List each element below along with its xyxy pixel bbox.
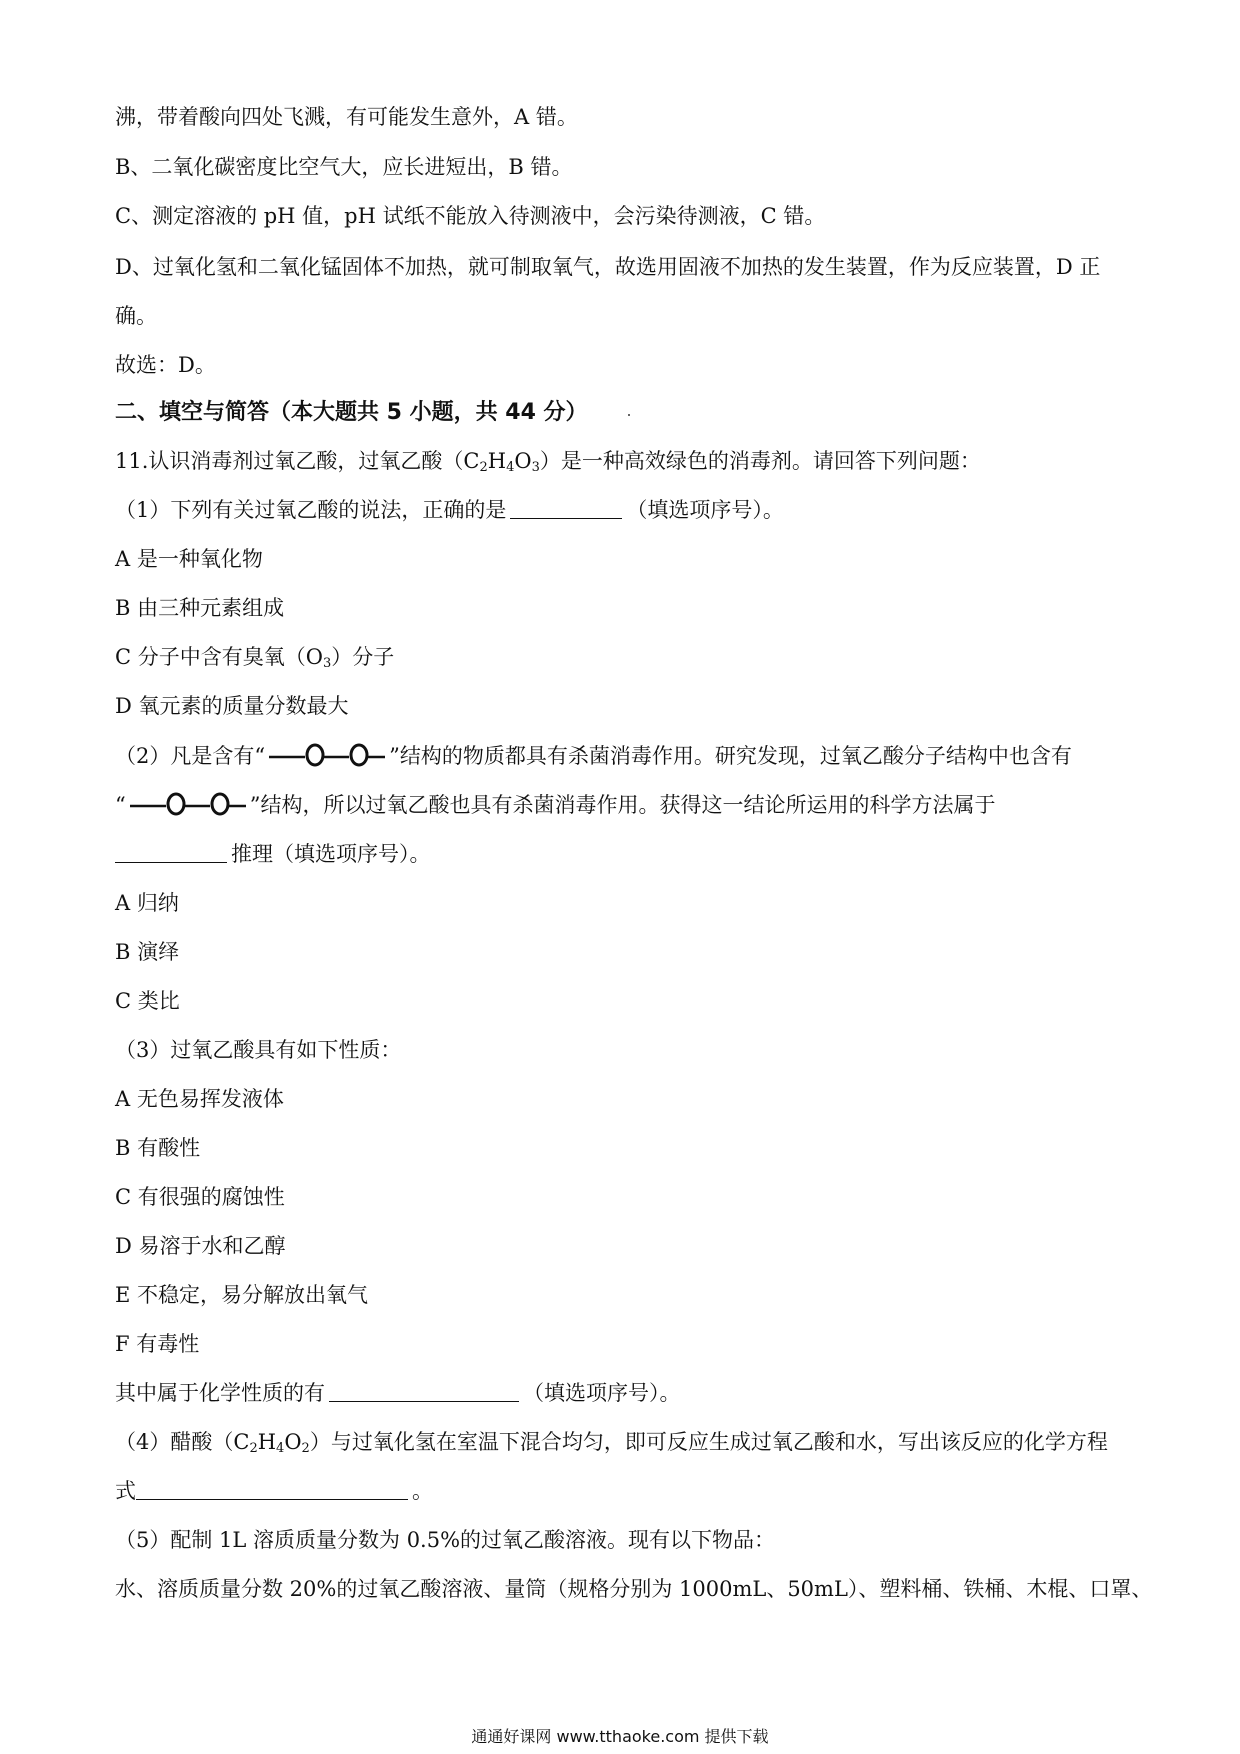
option-a: A 无色易挥发液体: [115, 1087, 284, 1111]
option-f: F 有毒性: [115, 1332, 200, 1356]
question-11-part-5-cont: 水、溶质质量分数 20%的过氧乙酸溶液、量筒（规格分别为 1000mL、50mL）、塑料桶、铁桶、木棍、口罩、: [115, 1577, 1153, 1601]
question-11-part-4: （4）醋酸$(C_2H_4O_2)$与过氧化氢在室温下混合均匀，即可反应生成过氧乙酸和水，写出该反应的化学方程: [115, 1430, 1108, 1456]
answer-blank[interactable]: [510, 498, 622, 519]
question-11-part-4-cont: 式 。: [115, 1479, 433, 1503]
option-a: A 是一种氧化物: [115, 547, 263, 571]
option-c: C 分子中含有臭氧$(O_3)$分子: [115, 645, 395, 671]
text-line: D、过氧化氢和二氧化锰固体不加热，就可制取氧气，故选用固液不加热的发生装置，作为反应装置，D 正: [115, 255, 1101, 279]
answer-blank[interactable]: [115, 842, 227, 863]
option-d: D 易溶于水和乙醇: [115, 1234, 286, 1258]
question-11-part-2: （2）凡是含有“ ”结构的物质都具有杀菌消毒作用。研究发现，过氧乙酸分子结构中也含有: [115, 741, 1140, 770]
text-line: 确。: [115, 304, 157, 328]
option-d: D 氧元素的质量分数最大: [115, 694, 349, 718]
question-11-part-3: （3）过氧乙酸具有如下性质：: [115, 1038, 402, 1062]
peroxide-structure-icon: [267, 741, 387, 769]
option-c: C 有很强的腐蚀性: [115, 1185, 285, 1209]
stray-dot: [628, 414, 630, 416]
text-line: 沸，带着酸向四处飞溅，有可能发生意外，A 错。: [115, 105, 578, 129]
question-11-part-2-end: 推理（填选项序号）。: [115, 840, 1140, 868]
option-b: B 由三种元素组成: [115, 596, 285, 620]
question-11-part-2-cont: “ ”结构，所以过氧乙酸也具有杀菌消毒作用。获得这一结论所运用的科学方法属于: [115, 790, 1140, 819]
text-line: B、二氧化碳密度比空气大，应长进短出，B 错。: [115, 155, 573, 179]
answer-blank[interactable]: [136, 1479, 408, 1500]
option-a: A 归纳: [115, 891, 179, 915]
question-11-intro: 11.认识消毒剂过氧乙酸，过氧乙酸$(C_2H_4O_3)$是一种高效绿色的消毒剂。请回答下列问题：: [115, 449, 981, 475]
option-e: E 不稳定，易分解放出氧气: [115, 1283, 369, 1307]
option-b: B 有酸性: [115, 1136, 201, 1160]
text-line: C、测定溶液的 pH 值，pH 试纸不能放入待测液中，会污染待测液，C 错。: [115, 204, 826, 228]
question-11-part-5: （5）配制 1L 溶质质量分数为 0.5%的过氧乙酸溶液。现有以下物品：: [115, 1528, 776, 1552]
page-footer: 通通好课网 www.tthaoke.com 提供下载: [471, 1727, 769, 1746]
section-heading: 二、填空与简答（本大题共 5 小题，共 44 分）: [115, 400, 588, 425]
option-b: B 演绎: [115, 940, 180, 964]
answer-blank[interactable]: [329, 1381, 519, 1402]
text-line: 故选：D。: [115, 353, 216, 377]
peroxide-structure-icon: [128, 790, 248, 818]
question-11-part-3-ask: 其中属于化学性质的有 （填选项序号）。: [115, 1381, 681, 1405]
option-c: C 类比: [115, 989, 180, 1013]
question-11-part-1: （1）下列有关过氧乙酸的说法，正确的是 （填选项序号）。: [115, 498, 784, 522]
